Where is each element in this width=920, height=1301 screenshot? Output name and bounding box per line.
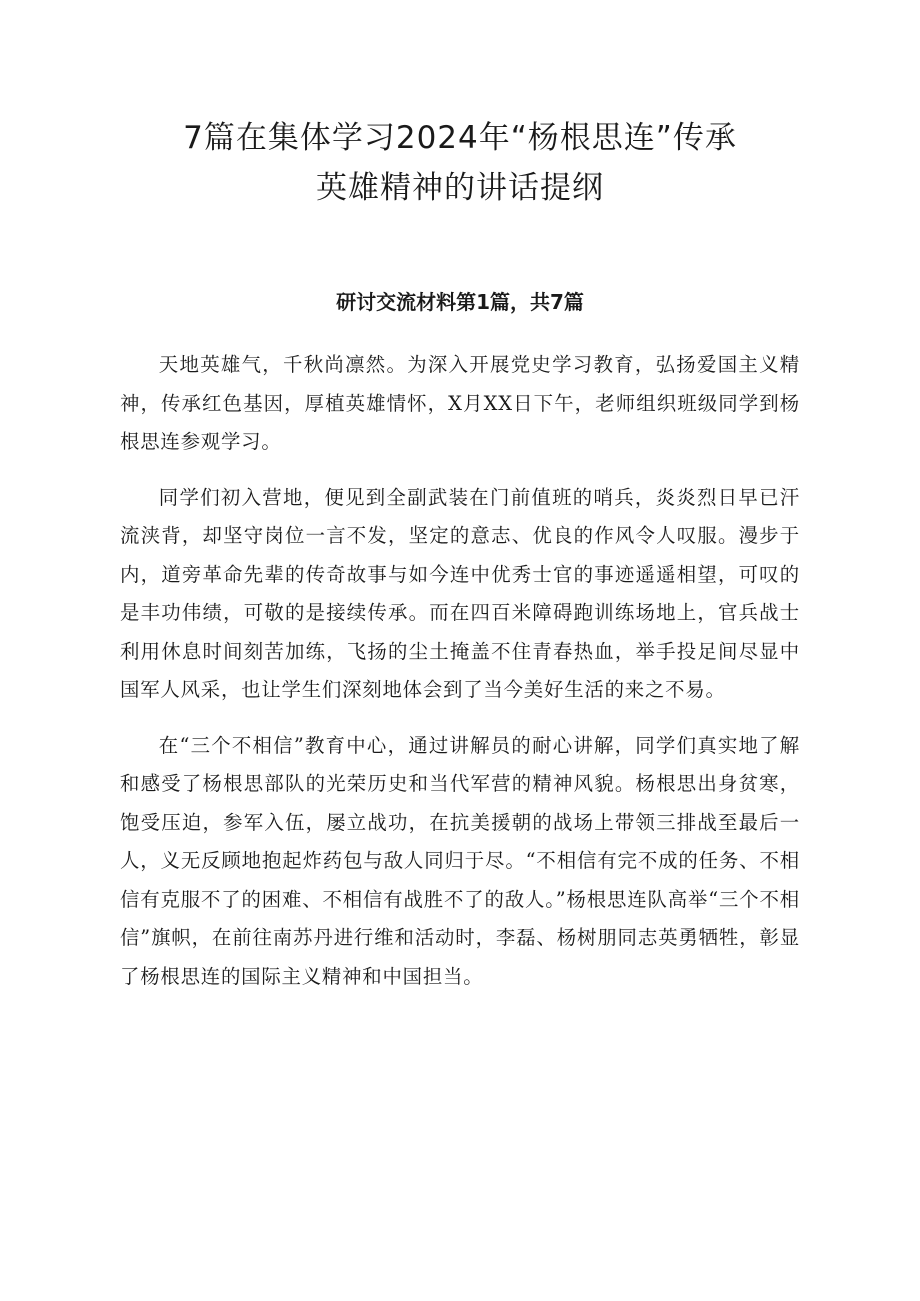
document-title-line-1: 7篇在集体学习2024年“杨根思连”传承 <box>183 120 737 156</box>
body-paragraph-3: 在“三个不相信”教育中心，通过讲解员的耐心讲解，同学们真实地了解和感受了杨根思部队的光荣历史和当代军营的精神风貌。杨根思出身贫寒，饱受压迫，参军入伍，屡立战功，在抗美援朝的战场上带领三排战至最后一人，义无反顾地抱起炸药包与敌人同归于尽。“不相信有完不成的任务、不相信有克服不了的困难、不相信有战胜不了的敌人。”杨根思连队高举“三个不相信”旗帜，在前往南苏丹进行维和活动时，李磊、杨树朋同志英勇牺牲，彰显了杨根思连的国际主义精神和中国担当。 <box>120 733 800 988</box>
document-body <box>120 346 800 1013</box>
document-title <box>120 113 800 213</box>
body-paragraph-1: 天地英雄气，千秋尚凛然。为深入开展党史学习教育，弘扬爱国主义精神，传承红色基因，厚植英雄情怀，X月XX日下午，老师组织班级同学到杨根思连参观学习。 <box>120 353 800 453</box>
document-title-line-2: 英雄精神的讲话提纲 <box>316 170 604 206</box>
section-heading: 研讨交流材料第1篇，共7篇 <box>336 290 584 314</box>
body-paragraph-2: 同学们初入营地，便见到全副武装在门前值班的哨兵，炎炎烈日早已汗流浃背，却坚守岗位一言不发，坚定的意志、优良的作风令人叹服。漫步于内，道旁革命先辈的传奇故事与如今连中优秀士官的事迹遥遥相望，可叹的是丰功伟绩，可敬的是接续传承。而在四百米障碍跑训练场地上，官兵战士利用休息时间刻苦加练，飞扬的尘土掩盖不住青春热血，举手投足间尽显中国军人风采，也让学生们深刻地体会到了当今美好生活的来之不易。 <box>120 485 800 701</box>
